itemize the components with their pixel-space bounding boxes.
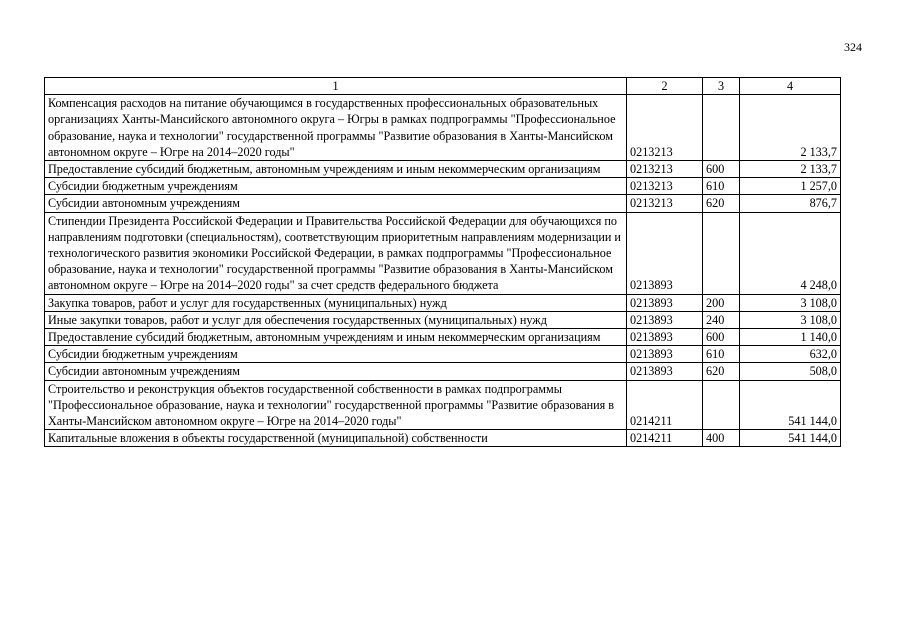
budget-table <box>44 77 841 447</box>
row-type <box>703 95 740 161</box>
row-code: 0214211 <box>627 430 703 447</box>
table-row <box>45 311 841 328</box>
row-description: Строительство и реконструкция объектов государственной собственности в рамках подпрограммы "Профессиональное образование, наука и технологии" государственной программы "Развитие образования в Ханты-Мансийском автономном округе – Югре на 2014–2020 годы" <box>45 380 627 430</box>
row-code: 0213213 <box>627 178 703 195</box>
row-description: Субсидии бюджетным учреждениям <box>45 178 627 195</box>
row-type <box>703 380 740 430</box>
row-amount: 876,7 <box>740 195 841 212</box>
table-row <box>45 212 841 294</box>
row-amount: 508,0 <box>740 363 841 380</box>
row-description: Капитальные вложения в объекты государственной (муниципальной) собственности <box>45 430 627 447</box>
row-description: Предоставление субсидий бюджетным, автономным учреждениям и иным некоммерческим организациям <box>45 161 627 178</box>
row-code: 0213893 <box>627 212 703 294</box>
row-type: 240 <box>703 311 740 328</box>
row-type: 620 <box>703 363 740 380</box>
row-description: Субсидии бюджетным учреждениям <box>45 346 627 363</box>
row-description: Субсидии автономным учреждениям <box>45 363 627 380</box>
table-row <box>45 95 841 161</box>
table-row <box>45 346 841 363</box>
row-type: 610 <box>703 178 740 195</box>
row-amount: 541 144,0 <box>740 380 841 430</box>
row-amount: 541 144,0 <box>740 430 841 447</box>
row-amount: 3 108,0 <box>740 294 841 311</box>
row-code: 0213893 <box>627 346 703 363</box>
column-header-3: 3 <box>703 78 740 95</box>
row-amount: 1 140,0 <box>740 329 841 346</box>
row-type: 600 <box>703 329 740 346</box>
row-type: 200 <box>703 294 740 311</box>
row-description: Субсидии автономным учреждениям <box>45 195 627 212</box>
row-description: Компенсация расходов на питание обучающимся в государственных профессиональных образовательных организациях Ханты-Мансийского автономного округа – Югры в рамках подпрограммы "Профессиональное образование, наука и технологии" государственной программы "Развитие образования в Ханты-Мансийском автономном округе – Югре на 2014–2020 годы" <box>45 95 627 161</box>
table-header-row <box>45 78 841 95</box>
row-amount: 4 248,0 <box>740 212 841 294</box>
table-row <box>45 363 841 380</box>
row-type: 620 <box>703 195 740 212</box>
row-amount: 3 108,0 <box>740 311 841 328</box>
row-description: Предоставление субсидий бюджетным, автономным учреждениям и иным некоммерческим организациям <box>45 329 627 346</box>
row-type: 600 <box>703 161 740 178</box>
row-description: Иные закупки товаров, работ и услуг для обеспечения государственных (муниципальных) нужд <box>45 311 627 328</box>
table-row <box>45 294 841 311</box>
column-header-4: 4 <box>740 78 841 95</box>
row-type: 400 <box>703 430 740 447</box>
row-code: 0213213 <box>627 161 703 178</box>
row-code: 0213893 <box>627 294 703 311</box>
row-type <box>703 212 740 294</box>
row-amount: 1 257,0 <box>740 178 841 195</box>
table-row <box>45 430 841 447</box>
table-row <box>45 380 841 430</box>
column-header-2: 2 <box>627 78 703 95</box>
row-type: 610 <box>703 346 740 363</box>
row-code: 0214211 <box>627 380 703 430</box>
row-description: Стипендии Президента Российской Федерации и Правительства Российской Федерации для обучающихся по направлениям подготовки (специальностям), соответствующим приоритетным направлениям модернизации и технологического развития экономики Российской Федерации, в рамках подпрограммы "Профессиональное образование, наука и технологии" государственной программы "Развитие образования в Ханты-Мансийском автономном округе – Югре на 2014–2020 годы" за счет средств федерального бюджета <box>45 212 627 294</box>
row-amount: 632,0 <box>740 346 841 363</box>
table-row <box>45 161 841 178</box>
row-code: 0213213 <box>627 195 703 212</box>
table-row <box>45 329 841 346</box>
column-header-1: 1 <box>45 78 627 95</box>
page-number: 324 <box>844 40 862 54</box>
row-code: 0213893 <box>627 329 703 346</box>
row-code: 0213213 <box>627 95 703 161</box>
row-code: 0213893 <box>627 311 703 328</box>
row-amount: 2 133,7 <box>740 161 841 178</box>
table-row <box>45 195 841 212</box>
row-amount: 2 133,7 <box>740 95 841 161</box>
row-code: 0213893 <box>627 363 703 380</box>
row-description: Закупка товаров, работ и услуг для государственных (муниципальных) нужд <box>45 294 627 311</box>
table-row <box>45 178 841 195</box>
